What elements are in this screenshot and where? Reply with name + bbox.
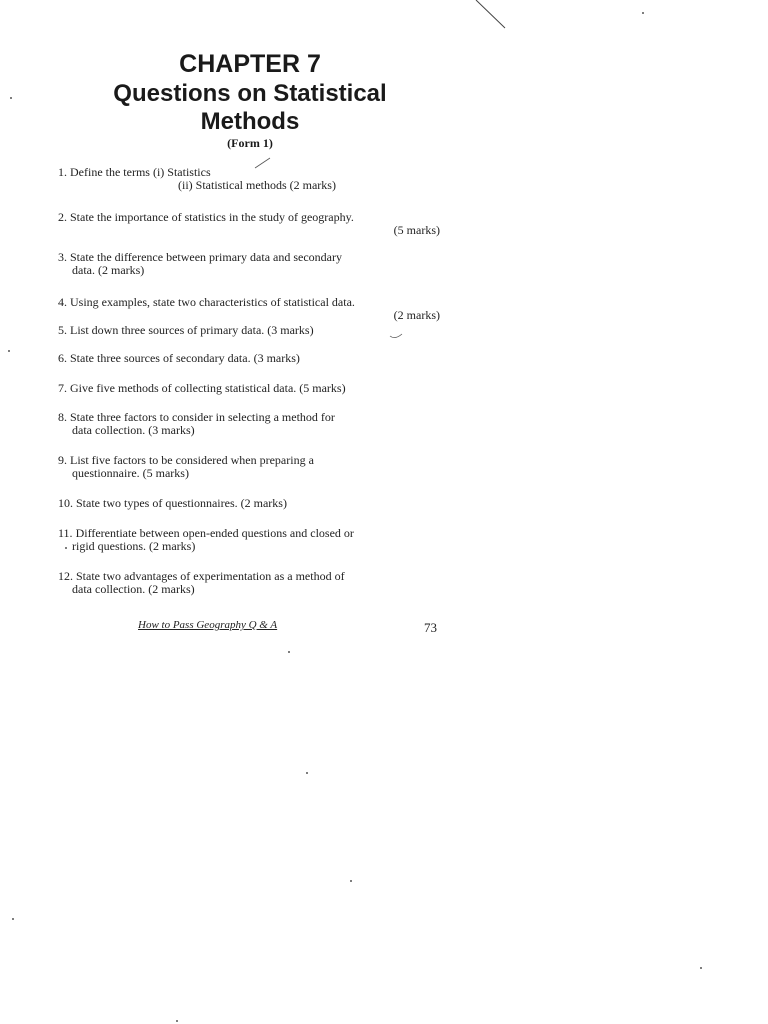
form-label: (Form 1) xyxy=(227,136,273,150)
question-text: State the difference between primary data and secondary xyxy=(70,250,342,264)
scan-speck xyxy=(10,97,12,99)
question-text: List down three sources of primary data. (3 marks) xyxy=(70,323,314,337)
question-text: State two advantages of experimentation as a method of xyxy=(76,569,345,583)
scan-speck xyxy=(700,967,702,969)
scan-speck xyxy=(12,918,14,920)
question-number: 6. xyxy=(58,351,67,365)
chapter-title-line1: Questions on Statistical xyxy=(113,80,387,107)
question-text: State three factors to consider in selecting a method for xyxy=(70,410,335,424)
scan-speck xyxy=(642,12,644,14)
scan-speck xyxy=(176,1020,178,1022)
question-number: 7. xyxy=(58,381,67,395)
question-number: 4. xyxy=(58,295,67,309)
question-text-continued: data collection. (2 marks) xyxy=(72,582,195,596)
question-text: Using examples, state two characteristics of statistical data. xyxy=(70,295,355,309)
scan-speck xyxy=(350,880,352,882)
question-marks: (5 marks) xyxy=(393,223,440,237)
scan-stroke-top xyxy=(476,0,505,28)
question-number: 2. xyxy=(58,210,67,224)
question-number: 10. xyxy=(58,496,73,510)
question-text-continued: (ii) Statistical methods (2 marks) xyxy=(178,178,336,192)
question-number: 3. xyxy=(58,250,67,264)
page-number: 73 xyxy=(424,620,437,635)
scan-speck xyxy=(8,350,10,352)
question-number: 5. xyxy=(58,323,67,337)
question-text: State two types of questionnaires. (2 marks) xyxy=(76,496,287,510)
scan-speck xyxy=(306,772,308,774)
chapter-heading: CHAPTER 7 xyxy=(179,50,321,78)
pen-tick-mark xyxy=(255,158,270,168)
question-number: 11. xyxy=(58,526,73,540)
question-text: Differentiate between open-ended questions and closed or xyxy=(75,526,354,540)
question-number: 12. xyxy=(58,569,73,583)
book-title-footer: How to Pass Geography Q & A xyxy=(138,619,278,631)
chapter-title-line2: Methods xyxy=(200,108,300,135)
scan-speck xyxy=(288,651,290,653)
question-text: Give five methods of collecting statistical data. (5 marks) xyxy=(70,381,346,395)
question-text-continued: questionnaire. (5 marks) xyxy=(72,466,189,480)
question-text-continued: rigid questions. (2 marks) xyxy=(72,539,196,553)
question-number: 9. xyxy=(58,453,67,467)
question-text: State three sources of secondary data. (3 marks) xyxy=(70,351,300,365)
pen-tick-mark xyxy=(390,334,402,338)
question-marks: (2 marks) xyxy=(393,308,440,322)
question-text: Define the terms (i) Statistics xyxy=(70,165,211,179)
question-number: 1. xyxy=(58,165,67,179)
scan-speck xyxy=(65,547,67,549)
question-text: List five factors to be considered when preparing a xyxy=(70,453,314,467)
question-text: State the importance of statistics in the study of geography. xyxy=(70,210,354,224)
question-number: 8. xyxy=(58,410,67,424)
question-text-continued: data. (2 marks) xyxy=(72,263,145,277)
question-text-continued: data collection. (3 marks) xyxy=(72,423,195,437)
